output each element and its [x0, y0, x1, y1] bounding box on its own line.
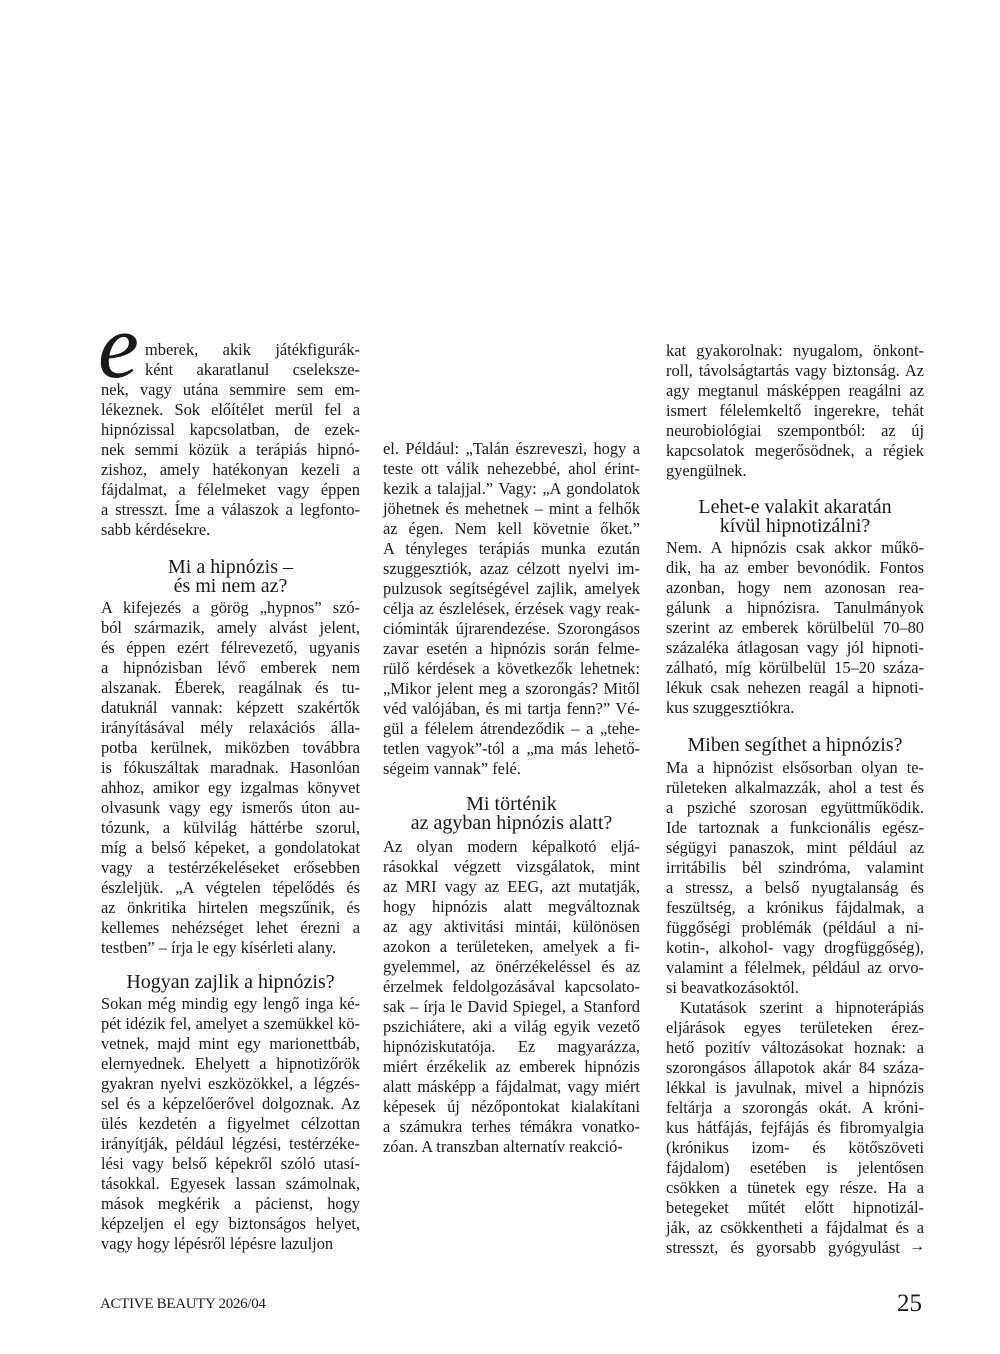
text-line: zálható, míg körülbelül 15–20 száza- — [666, 658, 924, 677]
text-line: képzeljen el egy biztonságos helyet, — [101, 1214, 360, 1233]
text-line: A kifejezés a görög „hypnos” szó- — [101, 598, 360, 617]
heading-line: az agyban hipnózis alatt? — [410, 812, 613, 834]
section-heading — [101, 973, 360, 992]
text-line: Ide tartoznak a funkcionális egész- — [666, 818, 924, 837]
text-line: szorongásos állapotok akár 84 száza- — [666, 1058, 924, 1077]
text-line: nek semmi közük a terápiás hipnó- — [101, 440, 360, 459]
text-line: gyengülnek. — [666, 461, 747, 480]
text-line: stresszt, és gyorsabb gyógyulást — [666, 1238, 900, 1257]
text-line: feltárja a szorongás okát. A króni- — [666, 1098, 924, 1117]
text-line: hető pozitív változásokat hoznak: a — [666, 1038, 924, 1057]
text-line: vetnek, majd mint egy marionettbáb, — [101, 1034, 360, 1053]
text-line: százaléka átlagosan vagy jól hipnoti- — [666, 638, 924, 657]
text-line: azokon a területeken, amelyek a fi- — [383, 937, 640, 956]
text-line: gül a félelem átrendeződik – a „tehe- — [383, 719, 640, 738]
text-line: a psziché szorosan együttműködik. — [666, 798, 924, 817]
text-line: olvasunk vagy egy ismerős úton au- — [101, 798, 360, 817]
text-line: irányítják, például légzési, testérzéke- — [101, 1134, 360, 1153]
text-line: az égen. Nem kell követnie őket.” — [383, 519, 640, 538]
text-line: kat gyakorolnak: nyugalom, önkont- — [666, 341, 924, 360]
text-line: ják, az csökkentheti a fájdalmat és a — [666, 1218, 924, 1237]
text-line: nek, vagy utána semmire sem em- — [101, 380, 360, 399]
text-line: gyelemmel, az önérzékeléssel és az — [383, 957, 640, 976]
heading-line: kívül hipnotizálni? — [719, 515, 871, 537]
text-line: miért érzékelik az emberek hipnózis — [383, 1057, 640, 1076]
text-line: tetlen vagyok”-tól a „ma más lehető- — [383, 739, 640, 758]
text-line: a stresszt. Íme a válaszok a legfonto- — [101, 500, 360, 519]
text-line: neurobiológiai szempontból: az új — [666, 421, 924, 440]
paragraph — [101, 340, 360, 540]
text-line: mberek, akik játékfigurák- — [145, 340, 360, 359]
text-line: a stressz, a belső nyugtalanság és — [666, 878, 924, 897]
text-line: Az olyan modern képalkotó eljá- — [383, 837, 640, 856]
text-line: képesek új nézőpontokat kialakítani — [383, 1097, 640, 1116]
text-line: irritábilis bél szindróma, valamint — [666, 858, 924, 877]
text-line: csökken a tünetek egy része. Ha a — [666, 1178, 924, 1197]
text-line: is fókuszáltak maradnak. Hasonlóan — [101, 758, 360, 777]
text-line: zavar esetén a hipnózis során felme- — [383, 639, 640, 658]
text-line: eljárások egyes területeken érez- — [666, 1018, 924, 1037]
text-line: potba kerülnek, miközben továbbra — [101, 738, 360, 757]
text-line: ségeim vannak” felé. — [383, 759, 521, 778]
continue-arrow-icon: → — [909, 1238, 925, 1255]
text-line: sak – írja le David Spiegel, a Stanford — [383, 997, 640, 1016]
paragraph — [383, 837, 640, 1157]
text-line: ból származik, amely alvást jelent, — [101, 618, 360, 637]
text-line: pulzusok segítségével zajlik, amelyek — [383, 579, 640, 598]
text-line: cióminták újrarendezése. Szorongásos — [383, 619, 640, 638]
section-heading — [666, 736, 924, 755]
text-line: Ma a hipnózist elsősorban olyan te- — [666, 758, 924, 777]
text-line: agy megtanul másképpen reagálni az — [666, 381, 924, 400]
text-line: betegeket műtét előtt hipnotizál- — [666, 1198, 924, 1217]
text-line: véd valójában, és mi tartja fenn?” Vé- — [383, 699, 640, 718]
text-line: kotin-, alkohol- vagy drogfüggőség), — [666, 938, 924, 957]
page-number: 25 — [897, 1290, 922, 1317]
text-line: pét idézik fel, amelyet a szemükkel kö- — [101, 1014, 360, 1033]
text-line: kus szuggesztiókra. — [666, 698, 795, 717]
text-line: rülő kérdések a következők lehetnek: — [383, 659, 640, 678]
text-line: A tényleges terápiás munka ezután — [383, 539, 640, 558]
heading-line: Mi a hipnózis – — [168, 556, 293, 578]
text-line: fájdalom) esetében is jelentősen — [666, 1158, 924, 1177]
text-line: tásokkal. Egyesek lassan számolnak, — [101, 1174, 360, 1193]
text-line: ként akaratlanul cselekszе- — [145, 360, 360, 379]
text-line: lékeznek. Sok előítélet merül fel a — [101, 400, 360, 419]
text-line: alatt másképp a fájdalmat, vagy miért — [383, 1077, 640, 1096]
text-line: rületeken alkalmazzák, ahol a test és — [666, 778, 924, 797]
text-line: sel és a képzelőerővel dolgoznak. Az — [101, 1094, 360, 1113]
text-line: roll, távolságtartás vagy biztonság. Az — [666, 361, 924, 380]
text-line: datuknál vannak: képzett szakértők — [101, 698, 360, 717]
text-line: kapcsolatok megerősödnek, a régiek — [666, 441, 924, 460]
footer-publication: ACTIVE BEAUTY 2026/04 — [100, 1296, 266, 1312]
text-line: tózunk, a külvilág háttérbe szorul, — [101, 818, 360, 837]
paragraph — [666, 758, 924, 998]
text-line: sabb kérdésekre. — [101, 520, 211, 539]
text-line: dik, ha az ember bevonódik. Fontos — [666, 558, 924, 577]
text-line: észleljük. „A végtelen tépelődés és — [101, 878, 360, 897]
text-line: kellemes nehézséget lehet érezni a — [101, 918, 360, 937]
text-line: Kutatások szerint a hipnoterápiás — [680, 998, 924, 1017]
paragraph — [383, 439, 640, 779]
text-line: testben” – írja le egy kísérleti alany. — [101, 938, 337, 957]
text-line: ismert félelemkeltő ingerekre, tehát — [666, 401, 924, 420]
text-line: valamint a félelmek, például az orvo- — [666, 958, 924, 977]
text-line: si beavatkozásoktól. — [666, 978, 799, 997]
text-line: lékuk csak nehezen reagál a hipnoti- — [666, 678, 924, 697]
text-line: hipnózissal kapcsolatban, de ezek- — [101, 420, 360, 439]
text-line: fájdalmat, a félelmeket vagy éppen — [101, 480, 360, 499]
paragraph — [101, 994, 360, 1254]
text-line: ségügyi panaszok, mint például az — [666, 838, 924, 857]
text-line: az MRI vagy az EEG, azt mutatják, — [383, 877, 640, 896]
text-line: Nem. A hipnózis csak akkor műkö- — [666, 538, 924, 557]
text-line: lékkal is javulnak, mivel a hipnózis — [666, 1078, 924, 1097]
text-line: míg a belső képeket, a gondolatokat — [101, 838, 360, 857]
text-line: feszültség, a krónikus fájdalmak, a — [666, 898, 924, 917]
text-line: ülés kezdetén a figyelmet célzottan — [101, 1114, 360, 1133]
text-line: célja az észlelések, érzések vagy reak- — [383, 599, 640, 618]
text-line: szerint az emberek körülbelül 70–80 — [666, 618, 924, 637]
text-line: és éppen ezért félrevezető, ugyanis — [101, 638, 360, 657]
text-line: pszichiátere, aki a világ egyik vezető — [383, 1017, 640, 1036]
heading-line: Mi történik — [466, 793, 557, 815]
text-line: el. Például: „Talán észreveszi, hogy a — [383, 439, 640, 458]
text-line: „Mikor jelent meg a szorongás? Mitől — [383, 679, 640, 698]
section-heading — [101, 558, 360, 596]
text-line: a számukra terhes témákra vonatko- — [383, 1117, 640, 1136]
heading-line: Miben segíthet a hipnózis? — [687, 734, 903, 756]
text-line: irányításával mély relaxációs álla- — [101, 718, 360, 737]
text-line: ahhoz, amikor egy izgalmas könyvet — [101, 778, 360, 797]
text-line: kus hátfájás, fejfájás és fibromyalgia — [666, 1118, 924, 1137]
section-heading — [666, 498, 924, 536]
text-line: azonban, hogy nem azonosan rea- — [666, 578, 924, 597]
paragraph — [666, 538, 924, 718]
heading-line: és mi nem az? — [173, 575, 288, 597]
text-line: jöhetnek és mehetnek – mint a felhők — [383, 499, 640, 518]
paragraph — [666, 341, 924, 481]
heading-line: Hogyan zajlik a hipnózis? — [126, 971, 335, 993]
text-line: alszanak. Éberek, reagálnak és tu- — [101, 678, 360, 697]
text-line: függőségi problémák (például a ni- — [666, 918, 924, 937]
drop-cap: e — [98, 295, 139, 397]
text-line: Sokan még mindig egy lengő inga ké- — [101, 994, 360, 1013]
text-line: az önkritika hirtelen megszűnik, és — [101, 898, 360, 917]
text-line: gyakran nyelvi eszközökkel, a légzés- — [101, 1074, 360, 1093]
text-line: hipnóziskutatója. Ez magyarázza, — [383, 1037, 640, 1056]
heading-line: Lehet-e valakit akaratán — [698, 496, 892, 518]
text-line: rásokkal végzett vizsgálatok, mint — [383, 857, 640, 876]
section-heading — [383, 795, 640, 833]
text-line: hogy hipnózis alatt megváltoznak — [383, 897, 640, 916]
text-line: mások megkérik a pácienst, hogy — [101, 1194, 360, 1213]
text-line: a hipnózisban lévő emberek nem — [101, 658, 360, 677]
text-line: zishoz, amely hatékonyan kezeli a — [101, 460, 360, 479]
paragraph — [101, 598, 360, 958]
paragraph — [666, 998, 924, 1258]
text-line: elernyednek. Ehelyett a hipnotizőrök — [101, 1054, 360, 1073]
text-line: teste ott válik nehezebbé, ahol érint- — [383, 459, 640, 478]
text-line: lési vagy belső képekről szóló utasí- — [101, 1154, 360, 1173]
text-line: vagy hogy lépésről lépésre lazuljon — [101, 1234, 334, 1253]
text-line: érzelmek feldolgozásával kapcsolato- — [383, 977, 640, 996]
text-line: zóan. A transzban alternatív reakció- — [383, 1137, 623, 1156]
text-line: kezik a talajjal.” Vagy: „A gondolatok — [383, 479, 640, 498]
text-line: az agy aktivitási mintái, különösen — [383, 917, 640, 936]
text-line: gálunk a hipnózisra. Tanulmányok — [666, 598, 924, 617]
text-line: (krónikus izom- és kötőszöveti — [666, 1138, 924, 1157]
text-line: vagy a testérzékeléseket erősebben — [101, 858, 360, 877]
text-line: szuggesztiók, azaz célzott nyelvi im- — [383, 559, 640, 578]
